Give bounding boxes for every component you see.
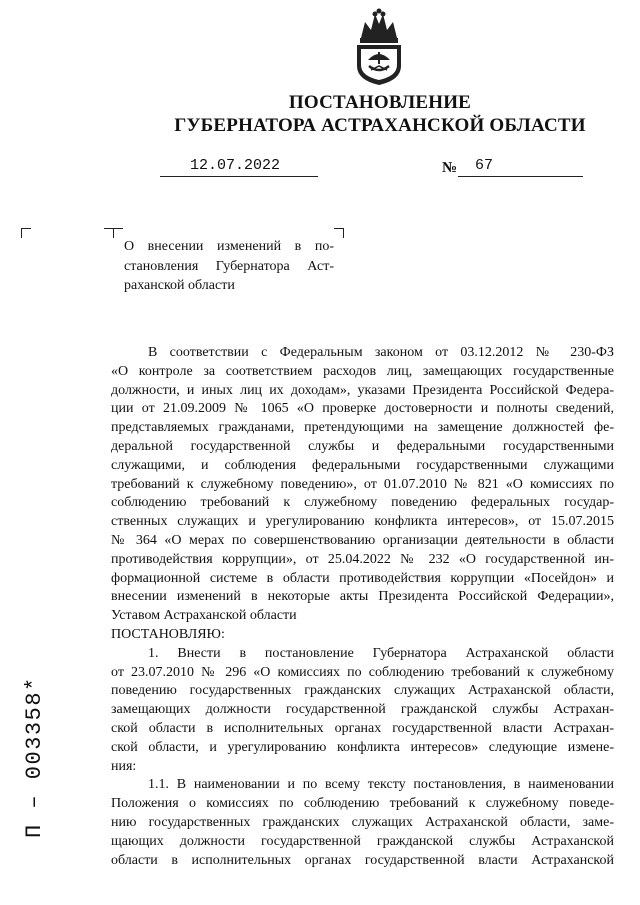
- document-title-line-1: ПОСТАНОВЛЕНИЕ: [288, 92, 472, 113]
- corner-mark-subject-left: [113, 228, 123, 238]
- number-sign: №: [442, 160, 458, 176]
- body-line: щающих должности государственной гражданской службы Астраханской: [111, 833, 614, 849]
- document-title-line-2: ГУБЕРНАТОРА АСТРАХАНСКОЙ ОБЛАСТИ: [174, 115, 586, 136]
- date-underline: [160, 176, 318, 177]
- body-line: должности, и иных лиц их доходам», указами Президента Российской Федера-: [111, 382, 614, 398]
- document-number: 67: [475, 157, 494, 174]
- body-line: ской области, и урегулированию конфликта интересов» следующие измене-: [111, 739, 614, 755]
- document-body: [111, 344, 614, 870]
- corner-mark-subject-right: [334, 228, 344, 238]
- document-date: 12.07.2022: [190, 157, 281, 174]
- body-line: области в исполнительных органах государственной власти Астраханской: [111, 852, 614, 868]
- body-line: поведению государственных гражданских служащих Астраханской области,: [111, 683, 614, 699]
- body-line: противодействия коррупции», от 25.04.2022 № 232 «О государственной ин-: [111, 551, 614, 567]
- body-line: формационной системе в области противодействия коррупции «Посейдон» и: [111, 570, 614, 586]
- body-line: ской области в исполнительных органах государственной власти Астрахан-: [111, 720, 614, 736]
- body-line: ния:: [111, 758, 137, 774]
- body-line: соблюдению требований к служебному поведению федеральных государ-: [111, 495, 614, 511]
- corner-mark-left: [21, 228, 31, 238]
- body-line: ственных служащих и урегулированию конфликта интересов», от 15.07.2015: [111, 514, 614, 530]
- body-line: внесении изменений в некоторые акты Президента Российской Федерации»,: [111, 589, 614, 605]
- document-subject: [124, 237, 334, 296]
- body-line: деральной государственной службы и федеральными государственными: [111, 438, 614, 454]
- body-line: требований к служебному поведению», от 01.07.2010 № 821 «О комиссиях по: [111, 476, 614, 492]
- body-line: представляемых гражданами, претендующими на замещение должностей фе-: [111, 420, 614, 436]
- decree-word: ПОСТАНОВЛЯЮ:: [111, 626, 225, 642]
- body-line: Уставом Астраханской области: [111, 608, 297, 624]
- side-serial-number: П – 003358*: [22, 676, 47, 838]
- subject-line: О внесении изменений в по-: [124, 239, 334, 254]
- body-line: 1.1. В наименовании и по всему тексту постановления, в наименовании: [148, 777, 614, 793]
- body-line: № 364 «О мерах по совершенствованию организации деятельности в области: [111, 532, 614, 548]
- subject-line: раханской области: [124, 278, 235, 293]
- body-line: ции от 21.09.2009 № 1065 «О проверке достоверности и полноты сведений,: [111, 401, 614, 417]
- body-line: 1. Внести в постановление Губернатора Астраханской области: [148, 645, 614, 661]
- body-line: нию государственных гражданских служащих Астраханской области, заме-: [111, 814, 614, 830]
- body-line: замещающих должности государственной гражданской службы Астрахан-: [111, 702, 614, 718]
- body-line: «О контроле за соответствием расходов лиц, замещающих государственные: [111, 363, 614, 379]
- subject-line: становления Губернатора Аст-: [124, 258, 334, 274]
- number-underline: [458, 176, 583, 177]
- body-line: В соответствии с Федеральным законом от 03.12.2012 № 230-ФЗ: [148, 345, 614, 360]
- coat-of-arms-emblem: [351, 8, 407, 86]
- body-line: от 23.07.2010 № 296 «О комиссиях по соблюдению требований к служебному: [111, 664, 614, 680]
- body-line: служащими, и соблюдения федеральными государственными служащими: [111, 457, 614, 473]
- body-line: Положения о комиссиях по соблюдению требований к служебному поведе-: [111, 796, 614, 812]
